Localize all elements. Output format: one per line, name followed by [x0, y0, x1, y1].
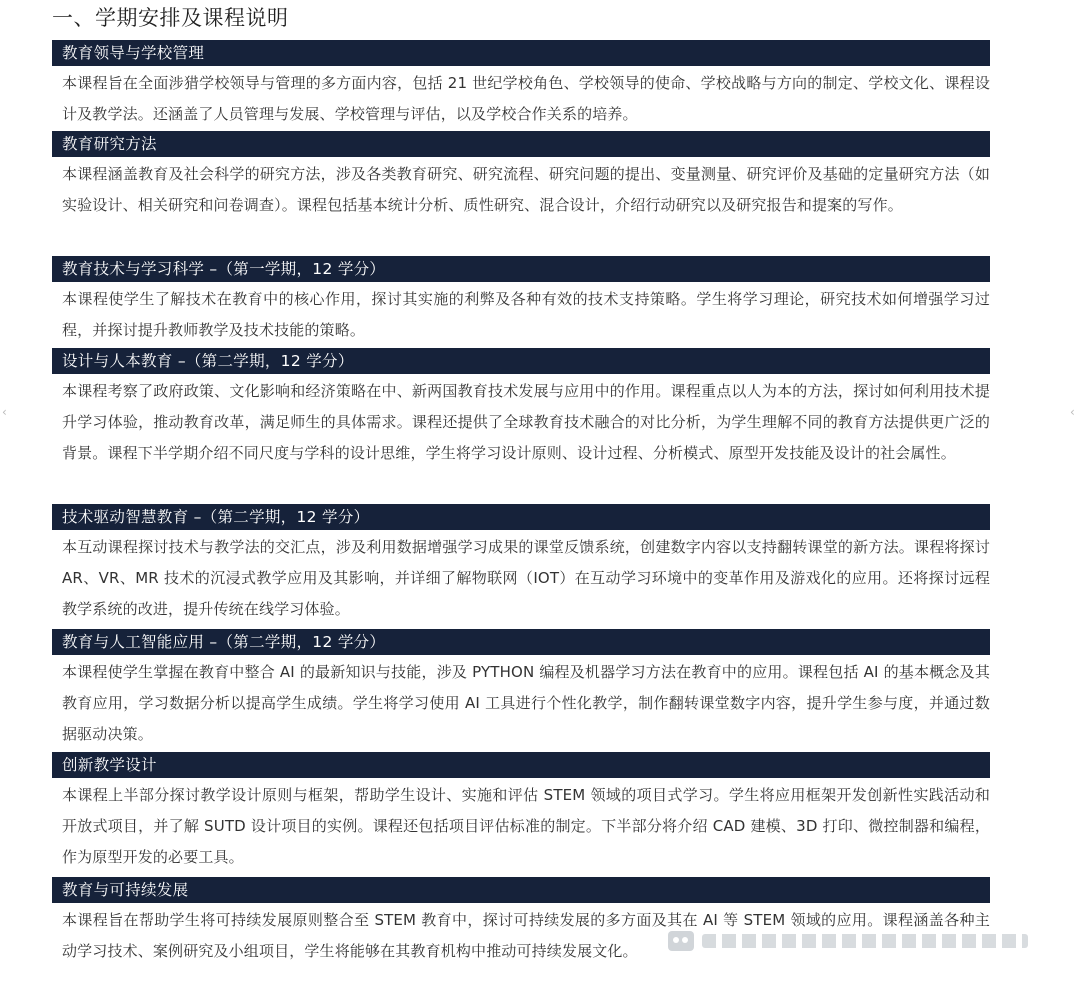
right-edge-mark: ‹ [1070, 405, 1075, 419]
course-description: 本课程使学生掌握在教育中整合 AI 的最新知识与技能，涉及 PYTHON 编程及机器学习方法在教育中的应用。课程包括 AI 的基本概念及其教育应用，学习数据分析以提高学生成绩。学生将学习使用 AI 工具进行个性化教学，制作翻转课堂数字内容，提升学生参与度，并通过数据驱动决策。 [62, 663, 990, 743]
course-section [52, 877, 990, 967]
course-header: 教育技术与学习科学 –（第一学期，12 学分） [52, 256, 990, 282]
course-section [52, 504, 990, 625]
course-description: 本课程旨在帮助学生将可持续发展原则整合至 STEM 教育中，探讨可持续发展的多方面及其在 AI 等 STEM 领域的应用。课程涵盖各种主动学习技术、案例研究及小组项目，学生将能够在其教育机构中推动可持续发展文化。 [62, 911, 990, 960]
course-header: 教育与人工智能应用 –（第二学期，12 学分） [52, 629, 990, 655]
course-header: 设计与人本教育 –（第二学期，12 学分） [52, 348, 990, 374]
course-header: 技术驱动智慧教育 –（第二学期，12 学分） [52, 504, 990, 530]
course-description: 本互动课程探讨技术与教学法的交汇点，涉及利用数据增强学习成果的课堂反馈系统，创建数字内容以支持翻转课堂的新方法。课程将探讨 AR、VR、MR 技术的沉浸式教学应用及其影响，并详细了解物联网（IOT）在互动学习环境中的变革作用及游戏化的应用。还将探讨远程教学系统的改进，提升传统在线学习体验。 [62, 538, 990, 618]
course-header: 教育研究方法 [52, 131, 990, 157]
course-description: 本课程考察了政府政策、文化影响和经济策略在中、新两国教育技术发展与应用中的作用。课程重点以人为本的方法，探讨如何利用技术提升学习体验，推动教育改革，满足师生的具体需求。课程还提供了全球教育技术融合的对比分析，为学生理解不同的教育方法提供更广泛的背景。课程下半学期介绍不同尺度与学科的设计思维，学生将学习设计原则、设计过程、分析模式、原型开发技能及设计的社会属性。 [62, 382, 990, 462]
page-title: 一、学期安排及课程说明 [52, 6, 289, 30]
course-section [52, 752, 990, 873]
left-edge-mark: ‹ [2, 405, 7, 419]
course-description: 本课程旨在全面涉猎学校领导与管理的多方面内容，包括 21 世纪学校角色、学校领导的使命、学校战略与方向的制定、学校文化、课程设计及教学法。还涵盖了人员管理与发展、学校管理与评估，以及学校合作关系的培养。 [62, 74, 990, 123]
course-section [52, 348, 990, 469]
course-section [52, 256, 990, 346]
course-header: 教育领导与学校管理 [52, 40, 990, 66]
course-header: 创新教学设计 [52, 752, 990, 778]
course-section [52, 131, 990, 221]
course-section [52, 629, 990, 750]
course-section [52, 40, 990, 130]
course-header: 教育与可持续发展 [52, 877, 990, 903]
course-description: 本课程上半部分探讨教学设计原则与框架，帮助学生设计、实施和评估 STEM 领域的项目式学习。学生将应用框架开发创新性实践活动和开放式项目，并了解 SUTD 设计项目的实例。课程还包括项目评估标准的制定。下半部分将介绍 CAD 建模、3D 打印、微控制器和编程，作为原型开发的必要工具。 [62, 786, 990, 866]
course-description: 本课程使学生了解技术在教育中的核心作用，探讨其实施的利弊及各种有效的技术支持策略。学生将学习理论，研究技术如何增强学习过程，并探讨提升教师教学及技术技能的策略。 [62, 290, 990, 339]
course-description: 本课程涵盖教育及社会科学的研究方法，涉及各类教育研究、研究流程、研究问题的提出、变量测量、研究评价及基础的定量研究方法（如实验设计、相关研究和问卷调查）。课程包括基本统计分析、质性研究、混合设计，介绍行动研究以及研究报告和提案的写作。 [62, 165, 990, 214]
